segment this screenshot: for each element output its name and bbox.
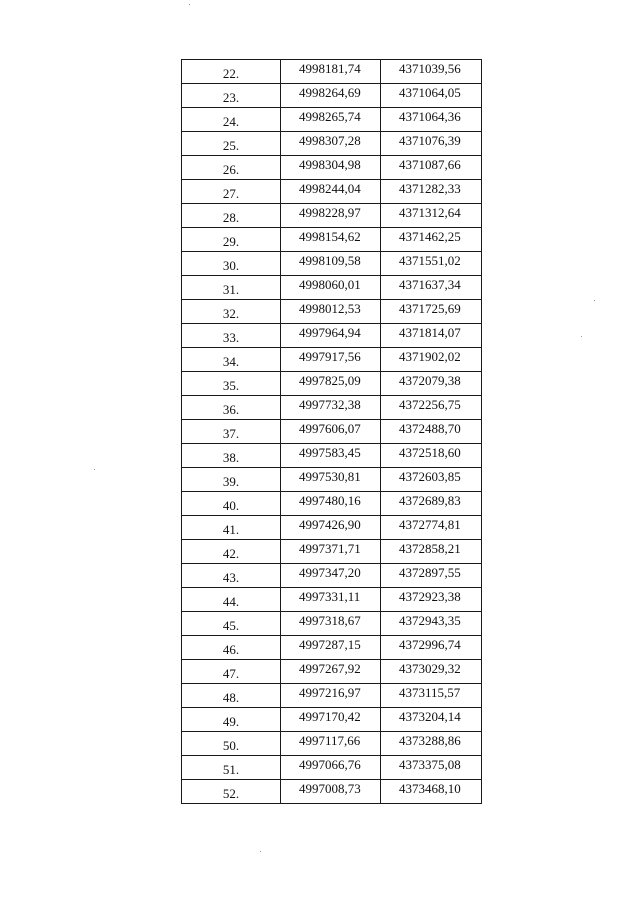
scan-speck: [94, 469, 95, 470]
y-coordinate-cell: 4373288,86: [381, 732, 482, 756]
y-coordinate-cell: 4372603,85: [381, 468, 482, 492]
x-coordinate-cell: 4997530,81: [281, 468, 381, 492]
y-coordinate-cell: 4371039,56: [381, 60, 482, 84]
point-number-cell: 40.: [182, 492, 281, 516]
x-coordinate-cell: 4997964,94: [281, 324, 381, 348]
point-number-cell: 41.: [182, 516, 281, 540]
point-number-cell: 30.: [182, 252, 281, 276]
table-row: [182, 420, 482, 444]
x-coordinate-cell: 4997480,16: [281, 492, 381, 516]
x-coordinate-cell: 4997347,20: [281, 564, 381, 588]
y-coordinate-cell: 4371902,02: [381, 348, 482, 372]
point-number-cell: 25.: [182, 132, 281, 156]
table-row: [182, 756, 482, 780]
table-row: [182, 636, 482, 660]
point-number-cell: 24.: [182, 108, 281, 132]
table-row: [182, 132, 482, 156]
y-coordinate-cell: 4372518,60: [381, 444, 482, 468]
scan-speck: [581, 336, 582, 337]
x-coordinate-cell: 4997426,90: [281, 516, 381, 540]
table-row: [182, 492, 482, 516]
y-coordinate-cell: 4372256,75: [381, 396, 482, 420]
table-row: [182, 468, 482, 492]
point-number-cell: 37.: [182, 420, 281, 444]
point-number-cell: 31.: [182, 276, 281, 300]
table-row: [182, 156, 482, 180]
x-coordinate-cell: 4997170,42: [281, 708, 381, 732]
x-coordinate-cell: 4998228,97: [281, 204, 381, 228]
y-coordinate-cell: 4371282,33: [381, 180, 482, 204]
x-coordinate-cell: 4997331,11: [281, 588, 381, 612]
x-coordinate-cell: 4998109,58: [281, 252, 381, 276]
point-number-cell: 26.: [182, 156, 281, 180]
x-coordinate-cell: 4997267,92: [281, 660, 381, 684]
x-coordinate-cell: 4997066,76: [281, 756, 381, 780]
y-coordinate-cell: 4371064,05: [381, 84, 482, 108]
y-coordinate-cell: 4373468,10: [381, 780, 482, 804]
x-coordinate-cell: 4997117,66: [281, 732, 381, 756]
table-row: [182, 324, 482, 348]
x-coordinate-cell: 4998307,28: [281, 132, 381, 156]
scan-speck: [260, 851, 261, 852]
y-coordinate-cell: 4372923,38: [381, 588, 482, 612]
y-coordinate-cell: 4372897,55: [381, 564, 482, 588]
x-coordinate-cell: 4997583,45: [281, 444, 381, 468]
point-number-cell: 35.: [182, 372, 281, 396]
y-coordinate-cell: 4372488,70: [381, 420, 482, 444]
x-coordinate-cell: 4998244,04: [281, 180, 381, 204]
table-row: [182, 444, 482, 468]
table-row: [182, 108, 482, 132]
y-coordinate-cell: 4372996,74: [381, 636, 482, 660]
y-coordinate-cell: 4371725,69: [381, 300, 482, 324]
x-coordinate-cell: 4998304,98: [281, 156, 381, 180]
point-number-cell: 29.: [182, 228, 281, 252]
y-coordinate-cell: 4373029,32: [381, 660, 482, 684]
x-coordinate-cell: 4997371,71: [281, 540, 381, 564]
table-row: [182, 708, 482, 732]
x-coordinate-cell: 4998154,62: [281, 228, 381, 252]
x-coordinate-cell: 4997606,07: [281, 420, 381, 444]
table-row: [182, 780, 482, 804]
point-number-cell: 50.: [182, 732, 281, 756]
y-coordinate-cell: 4371637,34: [381, 276, 482, 300]
y-coordinate-cell: 4371087,66: [381, 156, 482, 180]
table-row: [182, 300, 482, 324]
table-row: [182, 204, 482, 228]
point-number-cell: 51.: [182, 756, 281, 780]
point-number-cell: 39.: [182, 468, 281, 492]
point-number-cell: 46.: [182, 636, 281, 660]
point-number-cell: 45.: [182, 612, 281, 636]
y-coordinate-cell: 4371064,36: [381, 108, 482, 132]
x-coordinate-cell: 4998265,74: [281, 108, 381, 132]
table-row: [182, 228, 482, 252]
point-number-cell: 44.: [182, 588, 281, 612]
x-coordinate-cell: 4997825,09: [281, 372, 381, 396]
table-row: [182, 588, 482, 612]
x-coordinate-cell: 4998181,74: [281, 60, 381, 84]
point-number-cell: 48.: [182, 684, 281, 708]
y-coordinate-cell: 4372858,21: [381, 540, 482, 564]
point-number-cell: 47.: [182, 660, 281, 684]
point-number-cell: 36.: [182, 396, 281, 420]
x-coordinate-cell: 4997216,97: [281, 684, 381, 708]
y-coordinate-cell: 4371076,39: [381, 132, 482, 156]
table-row: [182, 60, 482, 84]
y-coordinate-cell: 4372774,81: [381, 516, 482, 540]
point-number-cell: 28.: [182, 204, 281, 228]
point-number-cell: 43.: [182, 564, 281, 588]
y-coordinate-cell: 4371462,25: [381, 228, 482, 252]
point-number-cell: 23.: [182, 84, 281, 108]
table-row: [182, 660, 482, 684]
y-coordinate-cell: 4371312,64: [381, 204, 482, 228]
x-coordinate-cell: 4997318,67: [281, 612, 381, 636]
x-coordinate-cell: 4998264,69: [281, 84, 381, 108]
x-coordinate-cell: 4998012,53: [281, 300, 381, 324]
y-coordinate-cell: 4373375,08: [381, 756, 482, 780]
y-coordinate-cell: 4372943,35: [381, 612, 482, 636]
point-number-cell: 52.: [182, 780, 281, 804]
point-number-cell: 49.: [182, 708, 281, 732]
scan-speck: [189, 4, 190, 5]
table-row: [182, 372, 482, 396]
table-row: [182, 348, 482, 372]
table-row: [182, 252, 482, 276]
y-coordinate-cell: 4373115,57: [381, 684, 482, 708]
table-row: [182, 84, 482, 108]
scan-speck: [594, 300, 595, 301]
y-coordinate-cell: 4373204,14: [381, 708, 482, 732]
table-row: [182, 612, 482, 636]
table-row: [182, 180, 482, 204]
y-coordinate-cell: 4371551,02: [381, 252, 482, 276]
y-coordinate-cell: 4371814,07: [381, 324, 482, 348]
table-row: [182, 276, 482, 300]
table-row: [182, 540, 482, 564]
y-coordinate-cell: 4372689,83: [381, 492, 482, 516]
x-coordinate-cell: 4998060,01: [281, 276, 381, 300]
x-coordinate-cell: 4997917,56: [281, 348, 381, 372]
table-row: [182, 564, 482, 588]
coordinates-table-body: [182, 60, 482, 804]
table-row: [182, 516, 482, 540]
x-coordinate-cell: 4997287,15: [281, 636, 381, 660]
point-number-cell: 34.: [182, 348, 281, 372]
x-coordinate-cell: 4997008,73: [281, 780, 381, 804]
point-number-cell: 27.: [182, 180, 281, 204]
point-number-cell: 22.: [182, 60, 281, 84]
point-number-cell: 42.: [182, 540, 281, 564]
table-row: [182, 684, 482, 708]
table-row: [182, 396, 482, 420]
point-number-cell: 38.: [182, 444, 281, 468]
x-coordinate-cell: 4997732,38: [281, 396, 381, 420]
y-coordinate-cell: 4372079,38: [381, 372, 482, 396]
coordinates-table: [181, 59, 482, 804]
point-number-cell: 32.: [182, 300, 281, 324]
point-number-cell: 33.: [182, 324, 281, 348]
table-row: [182, 732, 482, 756]
